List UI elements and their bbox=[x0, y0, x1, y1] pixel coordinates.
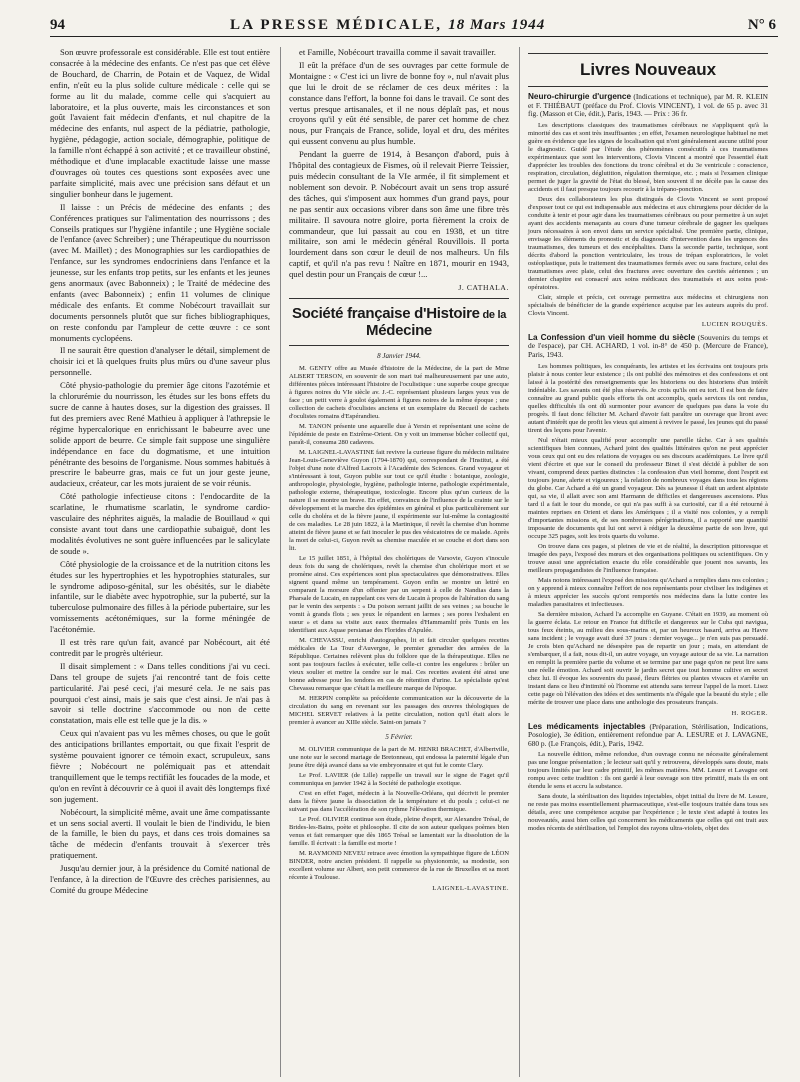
paragraph: Ceux qui n'avaient pas vu les mêmes choses, ou que le goût des anticipations brillantes emportait, ou que fixait l'esprit de système pouvaient ignorer ce témoin exact, scrupuleux, sans fièvre ; Nobécourt ne polémiquait pas et attendait tranquillement que le temps rectifiât les foucades de la mode, et qu'on en revînt à découvrir ce à quoi il avait dès longtemps fixé son jugement. bbox=[50, 728, 270, 804]
column-society bbox=[280, 47, 509, 1077]
paragraph: Pendant la guerre de 1914, à Besançon d'abord, puis à l'hôpital des contagieux de Fismes, où il relevait Pierre Teissier, puis médecin consultant de la VIe armée, il fit simplement et noblement son devoir. P. Nobécourt avait un sens trop assuré des tâches, qui s'imposent aux hommes d'un grand pays, pour ne pas sentir aux occasions vibrer dans son âme une fibre très militaire. Il savoura notre gloire, porta fièrement la croix de commandeur, que lui passait au cou en 1938, et un titre militaire, son ami le médecin général Rouvillois. Il porta lourdement dans son cœur le deuil de nos malheurs. Un fils captif, et qu'il n'a pas revu ! Naître en 1871, mourir en 1943, quel destin pour un Français de cœur !... bbox=[289, 149, 509, 280]
issue-date: 18 Mars 1944 bbox=[448, 17, 546, 33]
paragraph: Deux des collaborateurs les plus distingués de Clovis Vincent se sont proposé d'exposer tout ce qui est indispensable aux médecins et aux chirurgiens pour décider de la conduite à tenir et pour agir dans les traumatismes cérébraux ou pour permettre à un sujet ayant des accidents menaçants au cours d'une tumeur cérébrale de gagner les quelques jours nécessaires à son envoi dans un service spécialisé. Une première partie, clinique, envisage les éléments du pronostic et du diagnostic d'intervention dans les urgences des traumatismes, des tumeurs et des encéphalites. Dans la seconde partie, technique, sont décrits d'abord la ponction ventriculaire, les trous de trépan exploratrices, le volet ostéoplastique, puis le traitement des traumatismes fermés avec ou sans fracture, celui des traumatismes avec plaie, celui des fractures avec ouverture des cavités aériennes ; un dernier chapitre est consacré aux soins médicaux des traumatisés et aux soins post-opératoires. bbox=[528, 195, 768, 291]
masthead bbox=[50, 14, 778, 37]
paragraph: Clair, simple et précis, cet ouvrage permettra aux médecins et chirurgiens non spécialisés de bénéficier de la grande expérience acquise par les auteurs auprès du prof. Clovis Vincent. bbox=[528, 293, 768, 317]
paragraph: Le Prof. OLIVIER continue son étude, pleine d'esprit, sur Alexandre Trésal, de Brides-les-Bains, poète et philosophe. Il cite de son auteur quelques poèmes bien venus et fait remarquer que dès 1865 Trésal se lamentait sur la dissolution de la famille. Il écrivait : la famille est morte ! bbox=[289, 816, 509, 848]
book-heading bbox=[528, 93, 768, 119]
book-title: Neuro-chirurgie d'urgence bbox=[528, 92, 631, 101]
obituary-continued bbox=[289, 47, 509, 280]
book-meta: (Souvenirs du temps et de l'espace), par CH. ACHARD, 1 vol. in-8° de 450 p. (Mercure de France), Paris, 1943. bbox=[528, 332, 768, 359]
journal-name: LA PRESSE MÉDICALE, bbox=[230, 17, 443, 33]
signature: H. ROGER. bbox=[731, 709, 768, 717]
session-minutes bbox=[289, 746, 509, 882]
paragraph: Sans doute, la stérilisation des liquides injectables, objet initial du livre de M. Lesure, ne reste pas moins essentiellement pharmaceutique, s'est-elle toujours traitée dans tous ses détails, avec une compétence acquise par l'expérience ; le texte s'est adapté à toutes les nouveautés, aussi bien celles qui concernent les médicaments que celles qui ont trait aux modes récents de stérilisation, tel l'emploi des rayons ultra-violets, objet des bbox=[528, 793, 768, 833]
paragraph: Les hommes politiques, les conquérants, les artistes et les écrivains ont toujours pris plaisir à nous conter leur existence ; ils ont publié des mémoires et des confessions et ont laissé à la postérité des renseignements que les historiens ou des historiens d'un intérêt indéniable. Les savants ont été plus réservés. Je crois qu'ils ont eu tort. Il est bon de faire connaître au grand public quels efforts ils ont accomplis, quels services ils ont rendus, quelles difficultés ils ont dû surmonter pour avancer de quelques pas dans la voie du progrès. Il faut donc féliciter M. Achard d'avoir fait paraître un ouvrage que liront avec autant d'intérêt que de profit les vieux qui aiment à revivre le passé, les jeunes qui du passé tirent des leçons pour l'avenir. bbox=[528, 362, 768, 434]
book-meta: (Préparation, Stérilisation, Indications, Posologie), 3e édition, entièrement refondue par A. LESURE et J. LAVAGNE, 680 p. (Le François, édit.), Paris, 1942. bbox=[528, 721, 768, 748]
signature: LUCIEN ROUQUÈS. bbox=[701, 320, 768, 328]
section-title bbox=[289, 305, 509, 339]
divider bbox=[289, 298, 509, 299]
column-books bbox=[519, 47, 768, 1077]
book-heading bbox=[528, 334, 768, 360]
obituary-text bbox=[50, 47, 270, 896]
paragraph: M. RAYMOND NEVEU retrace avec émotion la sympathique figure de LÉON BINDER, notre ancien président. Il rappelle sa physionomie, sa modestie, son excellent volume sur Albert, son petit commerce de la rue de Bruxelles et sa mort récente à Toulouse. bbox=[289, 850, 509, 882]
paragraph: Il est très rare qu'un fait, avancé par Nobécourt, ait été contredit par le progrès ultérieur. bbox=[50, 637, 270, 658]
paragraph: Les descriptions classiques des traumatismes cérébraux ne s'appliquent qu'à la minorité des cas et sont très insuffisantes ; en effet, l'examen neurologique habituel ne met guère en évidence que les signes de localisation qui n'ont généralement aucune utilité pour le diagnostic. Guidé par l'étude des phénomènes consécutifs à ces traumatismes expérimentaux que sont les interventions, Clovis Vincent a montré que l'essentiel était d'apprécier les troubles des fonctions du tronc cérébral et du 3e ventricule : conscience, respiration, circulation, déglutition, régulation thermique, etc. ; mais si l'examen clinique permet de juger la gravité de l'état du blessé, bien souvent il ne décèle pas la cause des accidents et il faut presque toujours recourir à la trépano-ponction. bbox=[528, 121, 768, 193]
paragraph: Il laisse : un Précis de médecine des enfants ; des Conférences pratiques sur l'alimentation des nourrissons ; des Conseils pratiques sur l'hygiène infantile ; une Hygiène sociale de l'enfance (avec Schreiber) ; une Thérapeutique du nourrisson (avec M. Maillet) ; des Monographies sur les cardiopathies de l'enfance, sur les syndromes endocriniens dans l'enfance et la jeunesse, sur les enfants trop petits, sur les enfants et les jeunes gens anormaux (avec Babonneix) ; le Traité de médecine des enfants (avec Babonneix) ; enfin 11 volumes de clinique médicale des enfants. Et comme Nobécourt travaillait sur documents personnels plutôt que sur fiches bibliographiques, on reste confondu par l'ampleur de cette œuvre : ce sont monuments cyclopéens. bbox=[50, 201, 270, 343]
paragraph: Il eût la préface d'un de ses ouvrages par cette formule de Montaigne : « C'est ici un livre de bonne foy », nul n'avait plus que lui le droit de se réclamer de ces deux mérites : la constance dans l'effort, la bonne foi dans le travail. Ce sont des vertus presque artisanales, et il ne nous déplaît pas, et nous croyons qu'il y eût été sensible, de parer cet homme de chez nous, pur Français de France, solide, loyal et dru, des mérites qui eussent convenu au plus humble. bbox=[289, 59, 509, 147]
paragraph: Côté physio-pathologie du premier âge citons l'azotémie et la chlorurémie du nourrisson, les études sur les bons effets du sucre de canne à hautes doses, sur la digestion des graisses. Il fut des premiers avec René Mathieu à appliquer à l'athrepsie le régime hypercalorique en enrichissant le babeurre avec une solide apport de beurre. Ce simple fait suppose une singulière indépendance en face du dogmatisme, et une intuition pénétrante des besoins de l'organisme. Nous sommes habitués à prescrire le babeurre gras, mais ce fut un jour geste jeune, audacieux, créateur, car les mots juraient de se voir réunis. bbox=[50, 380, 270, 489]
paragraph: M. HERPIN complète sa précédente communication sur la découverte de la circulation du sang en revenant sur les passages des œuvres théologiques de MICHEL SERVET relatives à la petite circulation, notion qu'il était alors le premier à avancer au XIIIe siècle. Saint-on jamais ? bbox=[289, 695, 509, 727]
signature: J. CATHALA. bbox=[458, 283, 509, 293]
signature: LAIGNEL-LAVASTINE. bbox=[432, 885, 509, 893]
paragraph: M. TANON présente une aquarelle due à Yersin et représentant une scène de l'épidémie de peste en Extrême-Orient. On y voit un immense bûcher collectif qui, paraît-il, consuma 280 cadavres. bbox=[289, 423, 509, 447]
paragraph: Jusqu'au dernier jour, à la présidence du Comité national de l'enfance, à la direction de l'Œuvre des crèches parisiennes, au Comité du groupe Médecine bbox=[50, 863, 270, 895]
paragraph: M. GENTY offre au Musée d'histoire de la Médecine, de la part de Mme ALBERT TERSON, en souvenir de son mari tué malheureusement par une auto, différentes pièces intéressant l'histoire de l'oculistique : une superbe coupe grecque à figures noires du VIe siècle av. J.-C. représentant plusieurs larges yeux vus de face ; un petit verre à goulot également à figures noires de la même époque ; une collection de cachets d'oculistes anciens et un exemplaire du Recueil de cachets d'oculistes romains d'Espérandieu. bbox=[289, 365, 509, 421]
page-number: 94 bbox=[50, 17, 65, 33]
paragraph: Côté pathologie infectieuse citons : l'endocardite de la scarlatine, le rhumatisme scarlatin, le syndrome cardio-vasculaire des néphrites aiguës, la maladie de Bouillaud « qui consiste avant tout dans une cardiopathie subaiguë, dont les modalités évolutives ne sont guère influencées par le salicylate de soude ». bbox=[50, 491, 270, 556]
divider bbox=[528, 86, 768, 87]
book-heading bbox=[528, 723, 768, 749]
divider bbox=[528, 53, 768, 54]
paragraph: M. LAIGNEL-LAVASTINE fait revivre la curieuse figure du médecin militaire Jean-Louis-Geneviève Guyon (1794-1870) qui, correspondant de l'Institut, a été l'objet d'une note d'Alfred Lacroix à l'Académie des Sciences. Grand voyageur et s'intéressant à tout, Guyon publie sur tout ce qu'il étudie : botanique, zoologie, anthropologie, physiologie, hygiène, pathologie interne, pathologie expérimentale, pathologie externe, thérapeutique, toxicologie. Encore plus qu'un curieux de la nature il se montre un brave. En effet, convaincu de l'influence de la crainte sur le développement et la marche des épidémies en général et plus particulièrement sur celle du choléra et de la fièvre jaune, il expérimente sur lui-même la contagiosité de ces maladies. Le 28 juin 1822, à la Martinique, il revêt la chemise d'un homme atteint de fièvre jaune et se fait inoculer le pus des vésicatoires de ce malade. Après la mort de celui-ci, Guyon revêt sa chemise maculée et se couche et dort dans son lit. bbox=[289, 449, 509, 553]
paragraph: Il ne saurait être question d'analyser le détail, simplement de choisir ici et là quelques fruits plus mûrs ou d'une saveur plus personnelle. bbox=[50, 345, 270, 378]
paragraph: M. CHEVASSU, enrichi d'autographes, lit et fait circuler quelques recettes médicales de La Tour d'Auvergne, le premier grenadier des armées de la République. Certaines relèvent plus du folklore que de la thérapeutique. Elles ne sont pas toujours faciles à exécuter, telle celle-ci contre les engelures : brûler un vieux soulier et mettre la cendre sur le mal. Ces recettes avaient été ainsi une bonne adresse pour les tendons en cas de rétention d'urine. Le spécialiste qu'est Chevassu remarque que c'était la meilleure marque de l'époque. bbox=[289, 637, 509, 693]
issue-number: N° 6 bbox=[747, 17, 776, 33]
session-date: 5 Février. bbox=[385, 733, 413, 742]
paragraph: Le Prof. LAVIER (de Lille) rappelle un travail sur le signe de Faget qu'il communiqua en janvier 1942 à la Société de pathologie exotique. bbox=[289, 772, 509, 788]
section-title-connector: de la bbox=[479, 309, 507, 322]
book-meta: (Indications et technique), par M. R. KLEIN et F. THIÉBAUT (préface du Prof. Clovis VINCENT), 1 vol. de 65 p. avec 31 fig. (Masson et Cie, édit.), Paris, 1943. — Prix : 36 fr. bbox=[528, 92, 768, 119]
section-title: Livres Nouveaux bbox=[579, 60, 717, 79]
paragraph: La nouvelle édition, même refondue, d'un ouvrage connu ne nécessite généralement pas une longue présentation ; le lecteur sait qu'il y retrouvera, développés sans doute, mais toujours limités par leur cadre primitif, les mêmes matières. MM. Lesure et Lavagne ont rompu avec cette tradition : ils ont gardé à leur ouvrage son titre primitif, mais ils en ont étendu le sens et accru la substance. bbox=[528, 751, 768, 791]
book-review bbox=[528, 363, 768, 707]
section-title-end: Médecine bbox=[366, 322, 432, 340]
paragraph: Nobécourt, la simplicité même, avait une âme compatissante et un sens social averti. Il voulait le bien de l'individu, le bien de la famille, le bien du pays, et dans ces trois domaines sa tâche de médecin d'enfants trouvait à s'exercer très pratiquement. bbox=[50, 806, 270, 861]
book-title: La Confession d'un vieil homme du siècle bbox=[528, 332, 696, 342]
journal-title bbox=[230, 17, 545, 34]
paragraph: Sa dernière mission, Achard l'a accomplie en Guyane. C'était en 1939, au moment où la guerre éclata. Le retour en France fut difficile et dangereux sur le Cuba qui navigua, tous feux éteints, au milieu des sous-marins et, par un heureux hasard, arriva au Havre sans incident ; le voyage avait duré 37 jours : dernier voyage... je n'en suis pas persuadé. Je crois bien qu'Achard ne désespère pas de repartir un jour ; mais, en attendant de s'embarquer, il a fait, nous dit-il, un autre voyage, un voyage autour de sa vie. La narration en remplit la première partie du volume et se termine par une page qu'on ne peut lire sans une réelle émotion. Achard soit ouvrir le jardin secret que tout homme cultive en secret chez lui. Il évoque les souvenirs du passé, fleurs flétries ou plantes vivaces et s'arrête un instant dans ce lieu d'intimité où l'homme est attendu sans terreur l'appel de la mort. Lisez cette page où l'élévation des idées et des sentiments n'a d'égale que la beauté du style ; elle mérite de trouver une place dans une anthologie des prosateurs français. bbox=[528, 610, 768, 706]
book-review bbox=[528, 751, 768, 833]
book-title: Les médicaments injectables bbox=[528, 721, 646, 731]
paragraph: Nul n'était mieux qualifié pour accomplir une pareille tâche. Car à ses qualités scientifiques bien connues, Achard joint des qualités littéraires qu'on ne peut apprécier vous ceux qui ont eu des relations de voyages ou ses discours académiques. Le livre qu'il vient d'écrire et que sur le conseil du professeur Binet il s'est décidé à publier de son vivant, comprend deux parties distinctes : la confession d'un vieil homme, dont l'esprit est toujours jeune, alerte et vigoureux ; la relation de nombreux voyages dans tous les régions du globe. Car Achard a été un grand voyageur. Dès sa jeunesse il était un ardent alpiniste qui, sa vie, il allait avec son ami Harmann de difficiles et dangereuses ascensions. Plus tard il a fait le tour du monde, ce qui n'a pas suffi à sa curiosité, car il a été retourné à maintes reprises en Orient et dans les Amériques ; il a visité nos colonies, y a rempli d'importantes missions et, de ses nombreuses pérégrinations, il a rapporté une quantité imposante de documents qui lui ont servi à rédiger la deuxième partie de son livre, qui occupe 325 pages, soit les trois quarts du volume. bbox=[528, 436, 768, 540]
session-minutes bbox=[289, 365, 509, 727]
paragraph: Son œuvre professorale est considérable. Elle est tout entière consacrée à la médecine des enfants. Ce n'est pas que cet élève de Bouchard, de Charrin, de Potain et de Vaquez, de Widal enfin, n'eût eu la plus solide culture médicale : celle qui se forme au lit du malade, comme celle qui s'acquiert au laboratoire, et la plus ouverte, mais les circonstances et son goût l'avaient fait médecin d'enfants, et nul chapitre de la médecine des enfants, nul aspect de la pédiatrie, pathologie, hygiène, pédagogie, action sociale, démographie, politique de la famille n'ont échappé à son activité ; et ce travailleur obstiné, méthodique et d'une implacable exactitude laisse une masse d'ouvrages où toutes ces questions sont exposées avec une parfaite simplicité, mais avec une précision sans défaut et un singulier bonheur dans le jugement. bbox=[50, 47, 270, 199]
paragraph: M. OLIVIER communique de la part de M. HENRI BRACHET, d'Albertville, une note sur le second mariage de Bretonneau, qui endossa la paternité légale d'un jeune être déjà avancé dans sa vie embryonnaire et qui fut le comte Clary. bbox=[289, 746, 509, 770]
paragraph: On trouve dans ces pages, si pleines de vie et de réalité, la description pittoresque et imagée des pays, l'exposé des mœurs et des organisations politiques ou scientifiques. On y trouve aussi une appréciation exacte du rôle considérable que jouent nos savants, les meilleurs propagandistes de l'influence française. bbox=[528, 542, 768, 574]
column-obituary bbox=[50, 47, 270, 1077]
section-title-main: Société française d'Histoire bbox=[291, 305, 480, 323]
paragraph: C'est en effet Faget, médecin à la Nouvelle-Orléans, qui décrivit le premier dans la fièvre jaune la dissociation de la température et du pouls ; celui-ci ne suivant pas dans l'accélération de son rythme l'élévation thermique. bbox=[289, 790, 509, 814]
book-review bbox=[528, 122, 768, 318]
columns bbox=[50, 47, 778, 1077]
paragraph: et Famille, Nobécourt travailla comme il savait travailler. bbox=[299, 47, 496, 57]
paragraph: Il disait simplement : « Dans telles conditions j'ai vu ceci. Dans tel groupe de sujets j'ai rencontré tant de fois cette particularité. J'ai pesé ceci, j'ai mesuré cela. Je ne sais pas pourquoi c'est ainsi, mais je sais que c'est ainsi. Je n'ai pas à savoir si telle doctrine s'accommode ou non de cette constatation, mais elle est telle que je la dis. » bbox=[50, 660, 270, 726]
divider bbox=[289, 345, 509, 346]
paragraph: Le 15 juillet 1851, à l'hôpital des cholériques de Varsovie, Guyon s'inocule deux fois du sang de cholériques, revêt la chemise d'un cholérique mort et se promène ainsi. Ces expériences sont plus spectaculaires que démonstratives. Elles signent quand même un tempérament. Guyon enfin se montre un lettré en comparant la morsure d'un offenier par un serpent à celle de Nandias dans la Pharsale de Lucain, en rappelant ces vers de Lucain à propos de l'altération du sang par le venin des serpents : « Du poison serrant jaillit de ses veines ; sa bouche le vomit à grands flots ; ses yeux le répandent en larmes ; ses pores l'exhalent en sueur » et dans sa visite aux eaux thermales d'Hammamlif près Tunis en les identifiant aux Aquae persianae des Florides d'Apulée. bbox=[289, 555, 509, 635]
paragraph: Côté physiologie de la croissance et de la nutrition citons les études sur les hypertrophies et les hypotrophies staturales, sur le syndrome adiposo-génital, sur les obésités, sur le diabète infantile, sur le diabète avec hypotrophie, sur la puberté, sur la tuberculose pulmonaire des filles à la période pubertaire, sur les vomissements acétonémiques, sur la forme méningée de l'acétonémie. bbox=[50, 558, 270, 635]
paragraph: Mais notons intéressant l'exposé des missions qu'Achard a remplies dans nos colonies ; on y apprend à mieux connaître l'effort de nos représentants pour civiliser les indigènes et à mieux apprécier les succès qu'ont remportés nos médecins dans la lutte contre les maladies parasitaires et infectieuses. bbox=[528, 576, 768, 608]
session-date: 8 Janvier 1944. bbox=[377, 352, 421, 361]
